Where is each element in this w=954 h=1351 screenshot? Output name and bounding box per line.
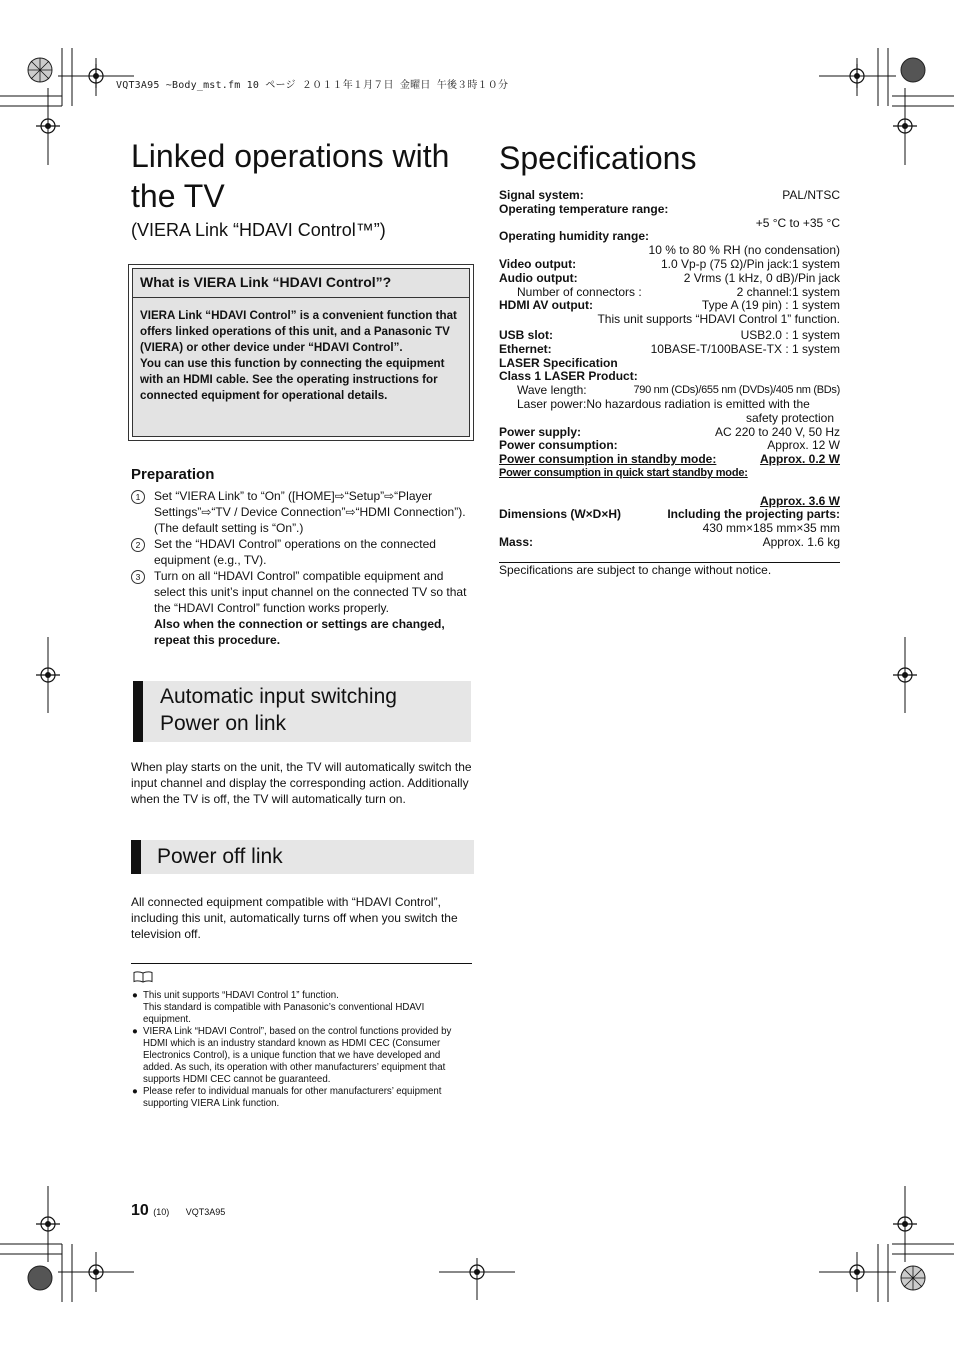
step-number-2: 2 — [131, 538, 145, 552]
spec-consumption — [499, 439, 840, 453]
spec-humidity — [499, 230, 840, 244]
spec-sublabel: Wave length: — [517, 383, 587, 398]
bullet-icon: ● — [132, 990, 138, 1001]
info-box-divider — [133, 297, 469, 298]
spec-humidity-value-row — [499, 244, 840, 258]
spec-optemp-value-row — [499, 217, 840, 231]
specifications-table — [499, 189, 840, 550]
spec-laser — [499, 357, 840, 371]
specifications-title: Specifications — [499, 140, 697, 176]
preparation-step — [131, 488, 471, 536]
spec-hdmi — [499, 299, 840, 313]
spec-label: Power consumption: — [499, 438, 618, 453]
spec-ethernet — [499, 343, 840, 357]
info-box-body — [140, 308, 466, 404]
spec-label: Power supply: — [499, 424, 582, 439]
spec-value: Approx. 0.2 W — [759, 452, 840, 467]
spec-supply — [499, 426, 840, 440]
spec-connectors — [499, 286, 840, 300]
spec-label: Ethernet: — [499, 341, 552, 356]
spec-mass — [499, 536, 840, 550]
spec-signal — [499, 189, 840, 203]
spec-label: Power consumption in standby mode: — [499, 452, 717, 467]
preparation-heading: Preparation — [131, 466, 215, 483]
preparation-list — [131, 488, 471, 648]
spec-usb — [499, 329, 840, 343]
step-text: Set “VIERA Link” to “On” ([HOME]⇨“Setup”⇨“Player Settings”⇨“TV / Device Connection”⇨“HDMI Connection”). — [154, 489, 466, 519]
spec-laser-power — [499, 398, 840, 412]
spec-label: USB slot: — [499, 327, 553, 342]
spec-value: safety protection — [745, 410, 834, 425]
spec-value: 10BASE-T/100BASE-TX : 1 system — [650, 341, 840, 356]
spec-value: 2 channel:1 system — [736, 284, 840, 299]
info-box — [128, 264, 474, 441]
note-text: This unit supports “HDAVI Control 1” function. — [143, 990, 339, 1001]
book-icon — [133, 971, 153, 983]
step-text: Turn on all “HDAVI Control” compatible equipment and select this unit’s input channel on the connected TV so that the “HDAVI Control” function works properly. — [154, 569, 467, 615]
spec-label: LASER Specification — [499, 355, 618, 370]
spec-value: 430 mm×185 mm×35 mm — [702, 521, 840, 536]
preparation-step — [131, 536, 471, 568]
section-heading-line-2: Power on link — [160, 712, 287, 735]
document-code: VQT3A95 — [185, 1207, 226, 1217]
spec-video — [499, 258, 840, 272]
notes-divider — [131, 963, 472, 964]
spec-value: 790 nm (CDs)/655 nm (DVDs)/405 nm (BDs) — [633, 384, 840, 397]
spec-dimensions — [499, 508, 840, 522]
spec-value: Including the projecting parts: — [667, 507, 840, 522]
spec-quickstart-value-row — [499, 495, 840, 509]
spec-value: USB2.0 : 1 system — [740, 327, 840, 342]
spec-optemp — [499, 203, 840, 217]
note-item — [131, 1086, 472, 1110]
spec-audio — [499, 272, 840, 286]
section-heading-text — [160, 683, 397, 737]
spec-label: Dimensions (W×D×H) — [499, 507, 622, 522]
step-text: Set the “HDAVI Control” operations on the connected equipment (e.g., TV). — [154, 537, 436, 567]
page-number-sub: (10) — [153, 1207, 170, 1217]
spec-quickstart — [499, 467, 840, 481]
bullet-icon: ● — [132, 1026, 138, 1037]
spec-value: 2 Vrms (1 kHz, 0 dB)/Pin jack — [683, 270, 840, 285]
spec-value: AC 220 to 240 V, 50 Hz — [715, 424, 840, 439]
spec-laser-power-2 — [499, 412, 840, 426]
spec-label: Operating humidity range: — [499, 229, 650, 244]
section-heading-line-1: Automatic input switching — [160, 685, 397, 708]
spec-label: Video output: — [499, 256, 577, 271]
preparation-step — [131, 568, 471, 648]
note-text: VIERA Link “HDAVI Control”, based on the control functions provided by HDMI which is an industry standard known as HDMI CEC (Consumer Electronics Control), is a unique function that we have developed and added. As such, its operation with other manufacturers’ equipment that supports HDMI CEC cannot be guaranteed. — [143, 1026, 452, 1085]
power-off-body: All connected equipment compatible with “HDAVI Control”, including this unit, automatically turns off when you switch the television off. — [131, 895, 458, 941]
info-box-para-2: You can use this function by connecting the equipment with an HDMI cable. See the operating instructions for connected equipment for operational details. — [140, 357, 445, 402]
spec-hdmi-note-row — [499, 313, 840, 327]
note-text: Please refer to individual manuals for other manufacturers’ equipment supporting VIERA Link function. — [143, 1086, 442, 1109]
spec-wavelength — [499, 384, 840, 398]
spec-value: Approx. 3.6 W — [759, 493, 840, 508]
page-subtitle: (VIERA Link “HDAVI Control™”) — [131, 220, 386, 240]
info-box-heading: What is VIERA Link “HDAVI Control”? — [140, 274, 392, 290]
note-item — [131, 1026, 472, 1086]
info-box-para-1: VIERA Link “HDAVI Control” is a convenient function that offers linked operations of this unit, and a Panasonic TV (VIERA) or other device under “HDAVI Control”. — [140, 309, 457, 354]
spec-value: +5 °C to +35 °C — [755, 215, 840, 230]
page-footer — [131, 1202, 225, 1220]
spec-value: 1.0 Vp-p (75 Ω)/Pin jack:1 system — [660, 256, 840, 271]
auto-input-body: When play starts on the unit, the TV will automatically switch the input channel and display the corresponding action. Additionally when the TV is off, the TV will automatically turn on. — [131, 760, 472, 806]
step-number-1: 1 — [131, 490, 145, 504]
spec-value: Approx. 12 W — [767, 438, 840, 453]
spec-value: 10 % to 80 % RH (no condensation) — [648, 243, 840, 258]
page-number: 10 — [131, 1202, 149, 1219]
spec-dimensions-value-row — [499, 522, 840, 536]
spec-label: Class 1 LASER Product: — [499, 369, 638, 384]
section-heading-auto-input — [133, 681, 471, 742]
spec-label: Operating temperature range: — [499, 201, 669, 216]
spec-label: Signal system: — [499, 188, 584, 202]
spec-label: Mass: — [499, 534, 534, 549]
specifications-footnote: Specifications are subject to change without notice. — [499, 563, 772, 577]
section-heading-text: Power off link — [157, 845, 283, 868]
spec-label: Power consumption in quick start standby mode: — [499, 466, 748, 479]
spec-laser-class — [499, 370, 840, 384]
info-box-inner — [132, 268, 470, 437]
spec-label: HDMI AV output: — [499, 298, 593, 313]
spec-value: PAL/NTSC — [782, 188, 840, 202]
page-title: Linked operations with the TV — [131, 138, 450, 214]
section-bar — [133, 681, 143, 742]
section-heading-power-off — [131, 840, 474, 874]
note-sub: This standard is compatible with Panasonic’s conventional HDAVI equipment. — [143, 1002, 425, 1025]
step-extra: (The default setting is “On”.) — [154, 521, 304, 535]
spec-value: This unit supports “HDAVI Control 1” function. — [597, 312, 840, 327]
section-bar — [131, 840, 141, 874]
notes-list — [131, 990, 472, 1110]
note-item — [131, 990, 472, 1026]
spec-label: Audio output: — [499, 270, 578, 285]
spec-sublabel: Number of connectors : — [517, 284, 642, 299]
file-header: VQT3A95 ~Body_mst.fm 10 ページ ２０１１年１月７日 金曜日 午後３時１０分 — [116, 80, 509, 91]
spec-value: Type A (19 pin) : 1 system — [701, 298, 840, 313]
spec-standby — [499, 453, 840, 467]
bullet-icon: ● — [132, 1086, 138, 1097]
step-number-3: 3 — [131, 570, 145, 584]
spec-sublabel: Laser power:No hazardous radiation is emitted with the — [517, 396, 810, 411]
step-bold-note: Also when the connection or settings are changed, repeat this procedure. — [154, 617, 445, 647]
spec-quickstart-spacer — [499, 481, 840, 495]
spec-value: Approx. 1.6 kg — [762, 534, 840, 549]
